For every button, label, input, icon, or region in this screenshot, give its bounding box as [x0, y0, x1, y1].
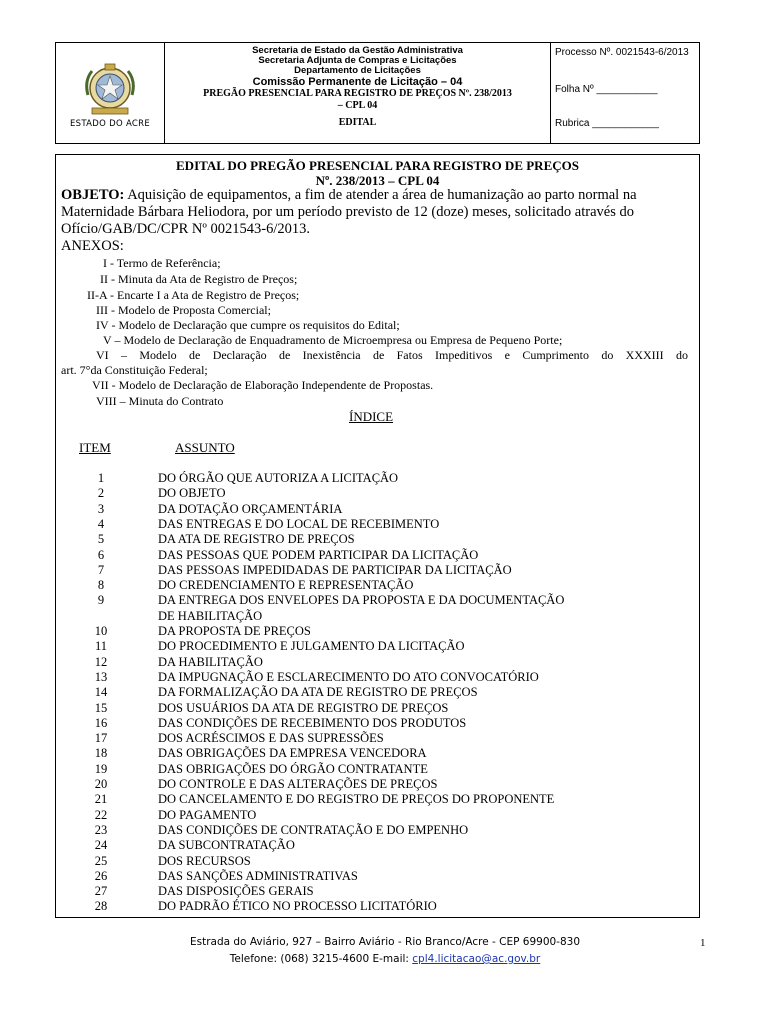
anexo-item-continuation: art. 7°da Constituição Federal; — [61, 363, 208, 377]
index-item-number: 28 — [94, 899, 108, 914]
footer-contact — [0, 953, 770, 965]
index-item-number: 11 — [94, 639, 108, 654]
index-item-subject: DO CONTROLE E DAS ALTERAÇÕES DE PREÇOS — [158, 777, 438, 791]
index-item-subject: DAS DISPOSIÇÕES GERAIS — [158, 884, 314, 899]
index-item-number: 21 — [94, 792, 108, 807]
index-item-number: 3 — [97, 501, 105, 516]
folha-field: Folha Nº ___________ — [555, 84, 658, 95]
assunto-column-header: ASSUNTO — [175, 440, 235, 455]
index-item-number: 12 — [94, 654, 108, 669]
index-item-subject: DA ATA DE REGISTRO DE PREÇOS — [158, 532, 355, 547]
header-line-1: Secretaria de Estado da Gestão Administrativa — [252, 45, 463, 56]
index-item-number: 16 — [94, 715, 108, 730]
index-item-subject: DAS PESSOAS QUE PODEM PARTICIPAR DA LICITAÇÃO — [158, 547, 479, 562]
header-line-3: Departamento de Licitações — [294, 65, 421, 76]
index-item-subject: DAS CONDIÇÕES DE CONTRATAÇÃO E DO EMPENHO — [158, 822, 469, 837]
index-item-subject: DAS ENTREGAS E DO LOCAL DE RECEBIMENTO — [158, 516, 440, 531]
index-item-subject: DO PROCEDIMENTO E JULGAMENTO DA LICITAÇÃO — [158, 639, 465, 654]
index-item-subject: DOS ACRÉSCIMOS E DAS SUPRESSÕES — [158, 731, 384, 746]
index-item-subject: DO OBJETO — [158, 486, 226, 501]
index-item-subject: DO CREDENCIAMENTO E REPRESENTAÇÃO — [158, 578, 414, 593]
item-column-header: ITEM — [79, 440, 111, 455]
header-line-4: Comissão Permanente de Licitação – 04 — [252, 76, 463, 88]
index-item-number: 9 — [97, 593, 105, 608]
index-item-number: 26 — [94, 868, 108, 883]
index-item-subject: DOS RECURSOS — [158, 853, 251, 868]
footer-email-link[interactable]: cpl4.licitacao@ac.gov.br — [412, 953, 541, 965]
index-item-number: 5 — [97, 532, 105, 547]
anexo-item: II-A - Encarte I a Ata de Registro de Preços; — [87, 288, 300, 302]
index-item-subject: DO PAGAMENTO — [158, 807, 257, 822]
estado-do-acre-label: ESTADO DO ACRE — [69, 119, 151, 129]
objeto-line-3: Ofício/GAB/DC/CPR Nº 0021543-6/2013. — [61, 221, 310, 237]
index-item-number: 6 — [97, 547, 105, 562]
index-item-subject: DO CANCELAMENTO E DO REGISTRO DE PREÇOS DO PROPONENTE — [158, 792, 555, 807]
header-line-5: PREGÃO PRESENCIAL PARA REGISTRO DE PREÇOS Nº. 238/2013 — [203, 88, 512, 99]
document-header — [55, 42, 700, 144]
objeto-line-1 — [61, 187, 637, 204]
objeto-label: OBJETO: — [61, 187, 125, 203]
index-item-subject: DE HABILITAÇÃO — [158, 608, 263, 623]
objeto-line-2: Maternidade Bárbara Heliodora, por um período previsto de 12 (doze) meses, solicitado através do — [61, 204, 634, 220]
index-item-number: 20 — [94, 777, 108, 791]
anexo-item: VII - Modelo de Declaração de Elaboração Independente de Propostas. — [92, 378, 434, 392]
rubrica-field: Rubrica ____________ — [555, 118, 659, 129]
index-item-number: 18 — [94, 746, 108, 761]
anexo-item: III - Modelo de Proposta Comercial; — [96, 303, 271, 317]
index-item-subject: DO ÓRGÃO QUE AUTORIZA A LICITAÇÃO — [158, 471, 399, 485]
anexo-item: IV - Modelo de Declaração que cumpre os requisitos do Edital; — [96, 318, 400, 332]
header-line-6: – CPL 04 — [337, 100, 378, 111]
index-item-number: 15 — [94, 700, 108, 715]
anexo-item: VIII – Minuta do Contrato — [96, 394, 224, 408]
anexo-item: V – Modelo de Declaração de Enquadramento de Microempresa ou Empresa de Pequeno Porte; — [103, 333, 563, 347]
index-item-subject: DA SUBCONTRATAÇÃO — [158, 838, 295, 853]
header-line-2: Secretaria Adjunta de Compras e Licitações — [258, 55, 457, 66]
index-item-subject: DOS USUÁRIOS DA ATA DE REGISTRO DE PREÇOS — [158, 700, 449, 715]
objeto-text-1: Aquisição de equipamentos, a fim de atender a área de humanização ao parto normal na — [124, 187, 637, 203]
index-item-subject: DAS OBRIGAÇÕES DA EMPRESA VENCEDORA — [158, 746, 427, 761]
index-item-number: 4 — [97, 516, 105, 531]
edital-subtitle: Nº. 238/2013 – CPL 04 — [315, 173, 440, 188]
index-item-number: 14 — [94, 685, 108, 700]
index-item-number: 13 — [94, 669, 108, 684]
footer-phone: Telefone: (068) 3215-4600 E-mail: — [229, 953, 413, 965]
index-item-number: 10 — [94, 624, 108, 638]
index-item-subject: DAS CONDIÇÕES DE RECEBIMENTO DOS PRODUTOS — [158, 715, 467, 730]
index-item-subject: DA IMPUGNAÇÃO E ESCLARECIMENTO DO ATO CONVOCATÓRIO — [158, 669, 539, 684]
index-item-subject: DA HABILITAÇÃO — [158, 654, 263, 669]
edital-title: EDITAL DO PREGÃO PRESENCIAL PARA REGISTRO DE PREÇOS — [176, 158, 579, 173]
index-item-subject: DAS PESSOAS IMPEDIDADAS DE PARTICIPAR DA LICITAÇÃO — [158, 562, 512, 577]
index-item-subject: DAS SANÇÕES ADMINISTRATIVAS — [158, 868, 358, 883]
anexo-item: I - Termo de Referência; — [103, 256, 221, 270]
index-item-number: 8 — [97, 578, 105, 593]
indice-heading: ÍNDICE — [349, 409, 394, 424]
index-item-subject: DA DOTAÇÃO ORÇAMENTÁRIA — [158, 501, 343, 516]
footer-address: Estrada do Aviário, 927 – Bairro Aviário - Rio Branco/Acre - CEP 69900-830 — [189, 936, 581, 948]
index-item-number: 22 — [94, 807, 108, 822]
index-item-subject: DAS OBRIGAÇÕES DO ÓRGÃO CONTRATANTE — [158, 761, 428, 776]
anexos-label: ANEXOS: — [61, 238, 124, 254]
index-item-number: 7 — [97, 562, 105, 577]
index-item-subject: DO PADRÃO ÉTICO NO PROCESSO LICITATÓRIO — [158, 899, 437, 914]
processo-number: Processo Nº. 0021543-6/2013 — [555, 47, 689, 58]
header-institution — [165, 43, 551, 143]
index-item-number: 17 — [94, 731, 108, 746]
state-coat-of-arms-icon — [82, 61, 138, 121]
anexo-item: VI – Modelo de Declaração de Inexistência de Fatos Impeditivos e Cumprimento do XXXIII do — [96, 348, 688, 362]
index-item-subject: DA ENTREGA DOS ENVELOPES DA PROPOSTA E DA DOCUMENTAÇÃO — [158, 593, 565, 608]
index-item-subject: DA FORMALIZAÇÃO DA ATA DE REGISTRO DE PREÇOS — [158, 685, 478, 700]
index-item-number: 2 — [97, 486, 105, 501]
index-item-number: 24 — [94, 838, 108, 853]
index-item-number: 19 — [94, 761, 108, 776]
index-item-number: 25 — [94, 853, 108, 868]
index-item-number: 27 — [94, 884, 108, 899]
anexo-item: II - Minuta da Ata de Registro de Preços; — [100, 272, 298, 286]
index-item-number: 1 — [97, 471, 105, 485]
header-logo-cell — [56, 43, 165, 143]
page-number: 1 — [700, 937, 706, 949]
index-item-number: 23 — [94, 822, 108, 837]
header-line-7: EDITAL — [338, 117, 377, 128]
header-process-cell — [551, 43, 699, 143]
index-item-subject: DA PROPOSTA DE PREÇOS — [158, 624, 311, 638]
